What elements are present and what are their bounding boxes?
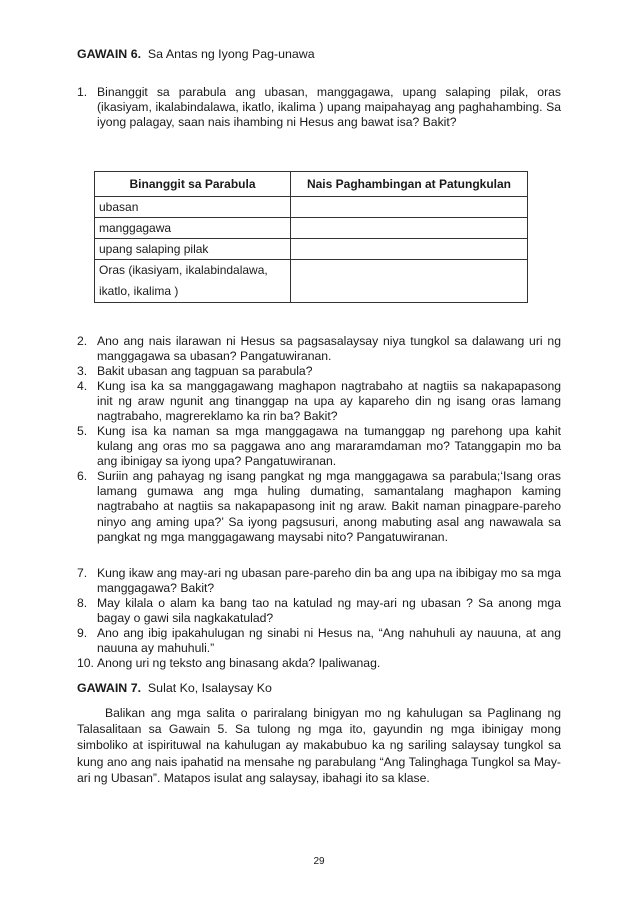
question-text: Kung ikaw ang may-ari ng ubasan pare-pareho din ba ang upa na ibibigay mo sa mga manggagawa? Bakit? xyxy=(97,566,561,596)
question-text: Ano ang ibig ipakahulugan ng sinabi ni Hesus na, “Ang nahuhuli ay nauuna, at ang nauuna ay mahuhuli.” xyxy=(97,626,561,656)
gawain6-heading xyxy=(77,47,315,61)
question-number: 5. xyxy=(77,424,88,438)
question-7 xyxy=(77,566,561,596)
table-row xyxy=(95,260,528,281)
table-row xyxy=(95,239,528,260)
table-cell: Oras (ikasiyam, ikalabindalawa, xyxy=(95,260,291,281)
gawain6-title: Sa Antas ng Iyong Pag-unawa xyxy=(147,47,315,61)
question-number: 9. xyxy=(77,626,88,640)
question-1 xyxy=(77,85,561,131)
question-3 xyxy=(77,364,561,379)
question-number: 1. xyxy=(77,85,88,99)
question-number: 4. xyxy=(77,379,88,393)
table-cell xyxy=(291,239,528,260)
gawain6-label: GAWAIN 6. xyxy=(77,47,142,61)
question-text: Binanggit sa parabula ang ubasan, manggagawa, upang salaping pilak, oras (ikasiyam, ikalabindalawa, ikatlo, ikalima ) upang maipahayag ang paghahambing. Sa iyong palagay, saan nais ihambing ni Hesus ang bawat isa? Bakit? xyxy=(97,85,561,130)
gawain7-label: GAWAIN 7. xyxy=(77,681,142,695)
question-text: May kilala o alam ka bang tao na katulad ng may-ari ng ubasan ? Sa anong mga bagay o gawi sila nagkakatulad? xyxy=(97,596,561,626)
table-row xyxy=(95,197,528,218)
question-text: Anong uri ng teksto ang binasang akda? Ipaliwanag. xyxy=(97,656,381,670)
table-cell: upang salaping pilak xyxy=(95,239,291,260)
question-text: Kung isa ka naman sa mga manggagawa na tumanggap ng parehong upa kahit kulang ang oras mo sa paggawa ano ang mararamdaman mo? Tatanggapin mo ba ang ibinigay sa iyong upa? Pangatuwiranan. xyxy=(97,424,561,469)
question-number: 3. xyxy=(77,364,88,378)
question-2 xyxy=(77,334,561,364)
table-header: Binanggit sa Parabula xyxy=(95,172,291,197)
question-9 xyxy=(77,626,561,656)
table-cell: ikatlo, ikalima ) xyxy=(95,280,291,303)
question-text: Bakit ubasan ang tagpuan sa parabula? xyxy=(97,364,313,378)
question-number: 10. xyxy=(77,656,94,670)
comparison-table xyxy=(94,171,528,303)
question-number: 2. xyxy=(77,334,88,348)
question-5 xyxy=(77,424,561,470)
table-cell xyxy=(291,260,528,303)
question-text: Kung isa ka sa manggagawang maghapon nagtrabaho at nagtiis sa nakapapasong init ng araw ngunit ang tinanggap na upa ay kapareho din ng isang oras lamang nagtrabaho, magrereklamo ka rin ba? Bakit? xyxy=(97,379,561,424)
question-6 xyxy=(77,469,561,545)
table-row xyxy=(95,218,528,239)
table-cell xyxy=(291,218,528,239)
question-text: Suriin ang pahayag ng isang pangkat ng mga manggagawa sa parabula;‘Isang oras lamang gumawa ang mga huling dumating, samantalang maghapon kaming nagtrabaho at nagtiis sa nakapapasong init ng araw. Bakit naman pinagpare-pareho ninyo ang aming upa?’ Sa iyong pagsusuri, anong mabuting asal ang nawawala sa pangkat ng mga manggagawang maysabi nito? Pangatuwiranan. xyxy=(97,469,561,544)
question-number: 8. xyxy=(77,596,88,610)
paragraph-text: Balikan ang mga salita o pariralang binigyan mo ng kahulugan sa Paglinang ng Talasalitaan sa Gawain 5. Sa tulong ng mga ito, gayundin ng mga ibinigay mong simboliko at ispirituwal na kahulugan ay makabubuo ka ng sariling salaysay tungkol sa kung ano ang nais ipahatid na mensahe ng parabulang “Ang Talinghaga Tungkol sa May-ari ng Ubasan”. Matapos isulat ang salaysay, ibahagi ito sa klase. xyxy=(77,706,561,785)
question-10 xyxy=(77,656,561,671)
table-header: Nais Paghambingan at Patungkulan xyxy=(291,172,528,197)
question-number: 7. xyxy=(77,566,88,580)
table-cell: manggagawa xyxy=(95,218,291,239)
question-8 xyxy=(77,596,561,626)
gawain7-heading xyxy=(77,681,272,695)
question-number: 6. xyxy=(77,469,88,483)
table-cell: ubasan xyxy=(95,197,291,218)
table-header-row xyxy=(95,172,528,197)
gawain7-title: Sulat Ko, Isalaysay Ko xyxy=(147,681,272,695)
page-number: 29 xyxy=(313,856,325,867)
instruction-paragraph xyxy=(77,705,561,786)
question-4 xyxy=(77,379,561,425)
question-text: Ano ang nais ilarawan ni Hesus sa pagsasalaysay niya tungkol sa dalawang uri ng manggagawa sa ubasan? Pangatuwiranan. xyxy=(97,334,561,364)
table-cell xyxy=(291,197,528,218)
